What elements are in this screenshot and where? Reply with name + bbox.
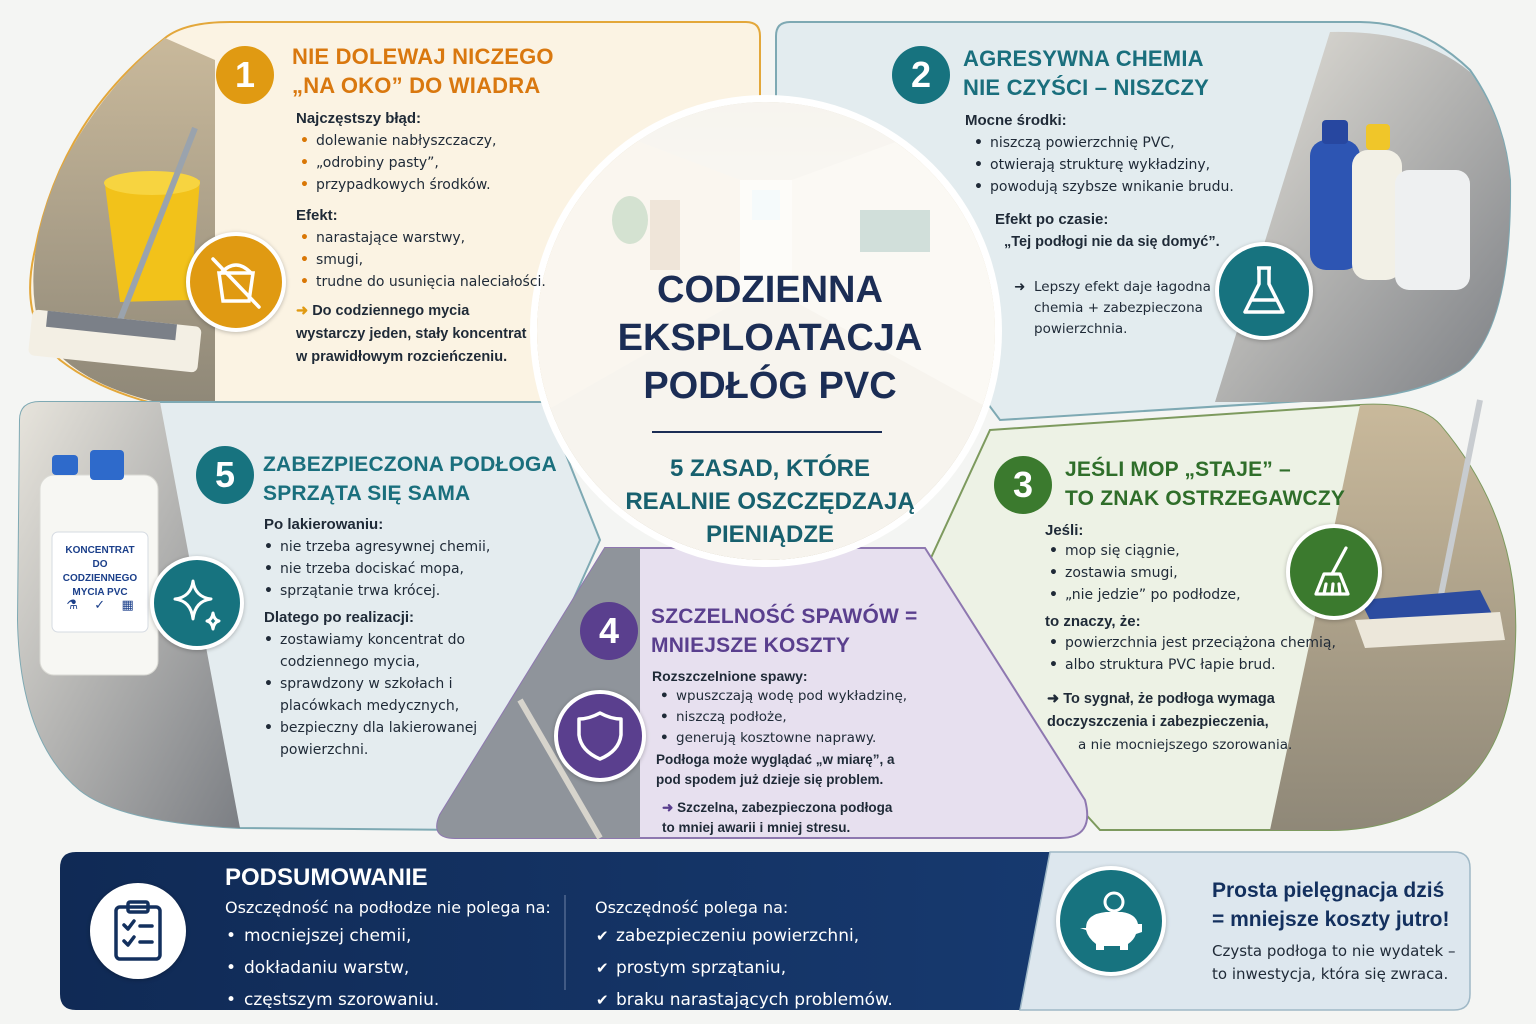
list-item: • sprawdzony w szkołach i placówkach medycznych, <box>262 673 482 717</box>
rule1-number: 1 <box>216 46 274 104</box>
sparkle-icon <box>150 556 244 650</box>
list-item: ✔ braku narastających problemów. <box>596 984 893 1016</box>
rule5-after-list <box>262 536 490 602</box>
list-item: • niszczą podłoże, <box>658 707 907 728</box>
check-badge-icon: ✓ <box>94 598 106 613</box>
list-item: • mocniejszej chemii, <box>224 920 439 952</box>
rule5-label-therefore: Dlatego po realizacji: <box>264 609 415 626</box>
arrow-right-icon: ➜ <box>1014 279 1026 295</box>
list-item: • nie trzeba agresywnej chemii, <box>262 536 490 558</box>
rule1-label-effect: Efekt: <box>296 207 338 224</box>
list-item: • otwierają strukturę wykładziny, <box>972 154 1234 176</box>
rule3-if-list <box>1047 540 1241 606</box>
cta-text: Czysta podłoga to nie wydatek – to inwestycja, która się zwraca. <box>1212 942 1456 983</box>
rule4-label-seams: Rozszczelnione spawy: <box>652 668 808 684</box>
rule5-number: 5 <box>196 446 254 504</box>
flask-icon <box>1215 242 1313 340</box>
rule2-note: ➜ Lepszy efekt daje łagodna chemia + zabezpieczona powierzchnia. <box>1014 279 1211 337</box>
rule3-label-means: to znaczy, że: <box>1045 613 1141 630</box>
arrow-right-icon: ➜ <box>1047 691 1064 707</box>
rule2-title: AGRESYWNA CHEMIA NIE CZYŚCI – NISZCZY <box>963 46 1210 100</box>
list-item: • generują kosztowne naprawy. <box>658 728 907 749</box>
rule3-means-list <box>1047 632 1336 676</box>
list-item: • dolewanie nabłyszczaczy, <box>298 130 496 152</box>
rule3-label-if: Jeśli: <box>1045 522 1084 539</box>
summary-right-list <box>596 920 893 1016</box>
rule4-warning: Podłoga może wyglądać „w miarę”, a pod spodem już dzieje się problem. <box>656 752 895 787</box>
summary-left-intro: Oszczędność na podłodze nie polega na: <box>225 898 551 917</box>
list-item: • niszczą powierzchnię PVC, <box>972 132 1234 154</box>
list-item: • przypadkowych środków. <box>298 174 496 196</box>
shield-icon <box>554 690 646 782</box>
list-item: • zostawia smugi, <box>1047 562 1241 584</box>
list-item: • „nie jedzie” po podłodze, <box>1047 584 1241 606</box>
list-item: • dokładaniu warstw, <box>224 952 439 984</box>
list-item: • powierzchnia jest przeciążona chemią, <box>1047 632 1336 654</box>
list-item: • sprzątanie trwa krócej. <box>262 580 490 602</box>
rule3-title: JEŚLI MOP „STAJE” – TO ZNAK OSTRZEGAWCZY <box>1065 458 1346 510</box>
rule2-quote: „Tej podłogi nie da się domyć”. <box>1004 234 1220 250</box>
list-item: • trudne do usunięcia naleciałości. <box>298 271 546 293</box>
cta-title: Prosta pielęgnacja dziś = mniejsze koszty jutro! <box>1212 879 1450 931</box>
rule1-mistakes-list <box>298 130 496 196</box>
rule3-note: ➜ To sygnał, że podłoga wymaga doczyszczenia i zabezpieczenia, <box>1047 691 1275 730</box>
rule3-number: 3 <box>994 456 1052 514</box>
main-subtitle: 5 ZASAD, KTÓRE REALNIE OSZCZĘDZAJĄ PIENIĄDZE <box>625 455 915 548</box>
list-item: • „odrobiny pasty”, <box>298 152 496 174</box>
main-title: CODZIENNA EKSPLOATACJA PODŁÓG PVC <box>617 269 923 407</box>
list-item: • bezpieczny dla lakierowanej powierzchni. <box>262 717 482 761</box>
rule3-note-tail: a nie mocniejszego szorowania. <box>1078 737 1293 753</box>
rule2-label-effect: Efekt po czasie: <box>995 211 1109 228</box>
rule4-note: ➜ Szczelna, zabezpieczona podłoga to mniej awarii i mniej stresu. <box>662 800 893 835</box>
rule1-title: NIE DOLEWAJ NICZEGO „NA OKO” DO WIADRA <box>292 44 554 98</box>
arrow-right-icon: ➜ <box>662 800 678 815</box>
list-item: • częstszym szorowaniu. <box>224 984 439 1016</box>
rule2-number: 2 <box>892 46 950 104</box>
flask-badge-icon: ⚗ <box>66 598 78 613</box>
list-item: • narastające warstwy, <box>298 227 546 249</box>
list-item: • albo struktura PVC łapie brud. <box>1047 654 1336 676</box>
rule5-title: ZABEZPIECZONA PODŁOGA SPRZĄTA SIĘ SAMA <box>263 453 557 505</box>
rule5-therefore-list <box>262 629 482 761</box>
mop-icon <box>1286 524 1382 620</box>
rule2-strong-list <box>972 132 1234 198</box>
rule5-label-after: Po lakierowaniu: <box>264 516 384 533</box>
rule4-number: 4 <box>580 602 638 660</box>
arrow-right-icon: ➜ <box>296 303 313 319</box>
list-item: • mop się ciągnie, <box>1047 540 1241 562</box>
no-bucket-icon <box>186 232 286 332</box>
list-item: • wpuszczają wodę pod wykładzinę, <box>658 686 907 707</box>
summary-left-list <box>224 920 439 1016</box>
list-item: • powodują szybsze wnikanie brudu. <box>972 176 1234 198</box>
summary-title: PODSUMOWANIE <box>225 864 428 891</box>
list-item: ✔ zabezpieczeniu powierzchni, <box>596 920 893 952</box>
rule1-label-mistake: Najczęstszy błąd: <box>296 110 422 127</box>
summary-right-intro: Oszczędność polega na: <box>595 898 789 917</box>
rule1-effects-list <box>298 227 546 293</box>
rule1-note: ➜ Do codziennego mycia wystarczy jeden, stały koncentrat w prawidłowym rozcieńczeniu. <box>296 303 527 365</box>
list-item: • zostawiamy koncentrat do codziennego mycia, <box>262 629 482 673</box>
list-item: • nie trzeba dociskać mopa, <box>262 558 490 580</box>
rule4-seams-list <box>658 686 907 749</box>
list-item: • smugi, <box>298 249 546 271</box>
bottle-badges <box>58 598 142 613</box>
bottle-label: KONCENTRAT DO CODZIENNEGO MYCIA PVC <box>62 545 138 598</box>
clipboard-checklist-icon <box>90 883 186 979</box>
rule4-title: SZCZELNOŚĆ SPAWÓW = MNIEJSZE KOSZTY <box>651 605 918 657</box>
list-item: ✔ prostym sprzątaniu, <box>596 952 893 984</box>
building-badge-icon: ▦ <box>121 598 134 613</box>
piggy-bank-icon <box>1056 866 1166 976</box>
rule2-label-strong: Mocne środki: <box>965 112 1067 129</box>
